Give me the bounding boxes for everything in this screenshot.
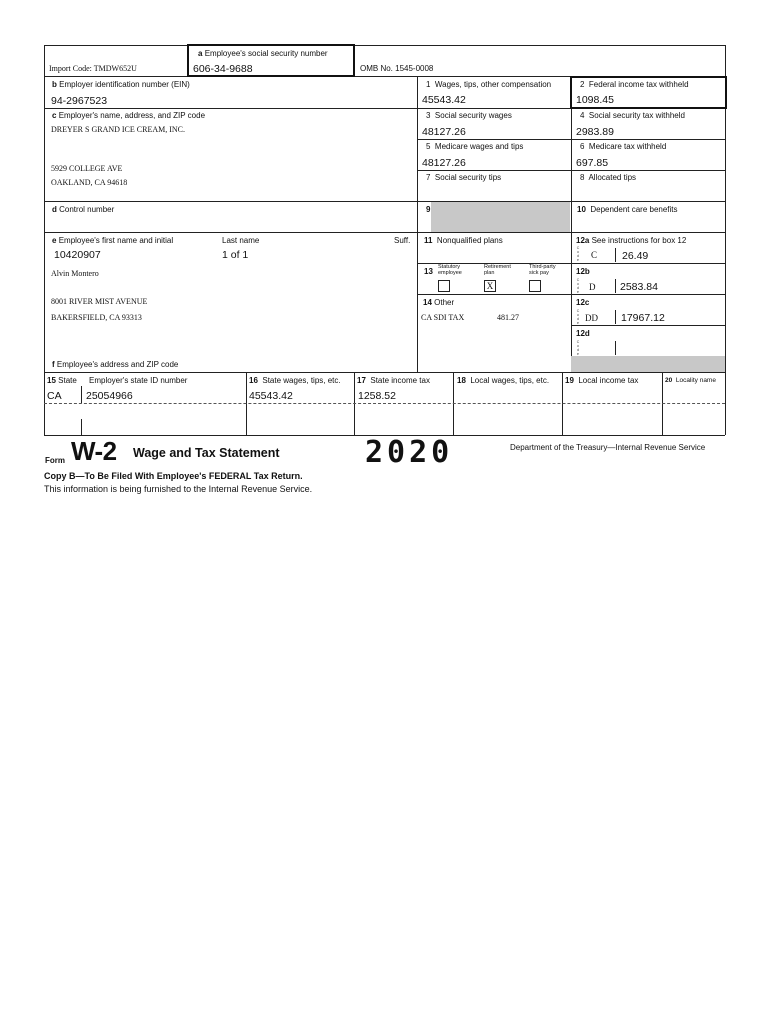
box18-label: 18 Local wages, tips, etc. xyxy=(457,376,550,385)
box12d-divider xyxy=(615,341,616,355)
form-name: W-2 xyxy=(71,436,117,466)
code-letters-12a: C o d e xyxy=(576,246,580,262)
code-letters-12d: C o d e xyxy=(576,340,580,356)
col-line xyxy=(571,76,572,372)
box6-label: 6 Medicare tax withheld xyxy=(580,142,667,151)
box5-label: 5 Medicare wages and tips xyxy=(426,142,524,151)
box8-label: 8 Allocated tips xyxy=(580,173,637,182)
code-letters-12b: C o d e xyxy=(576,278,580,294)
box3-value: 48127.26 xyxy=(422,126,466,138)
box10-label: 10 Dependent care benefits xyxy=(577,205,678,214)
ssn-label: a Employee's social security number xyxy=(198,49,328,58)
statutory-checkbox[interactable] xyxy=(438,280,450,292)
page-count: 1 of 1 xyxy=(222,249,249,261)
box12b-amount: 2583.84 xyxy=(620,281,658,293)
irs-info-notice: This information is being furnished to the Internal Revenue Service. xyxy=(44,484,313,494)
col-line xyxy=(81,386,82,403)
form-border-top xyxy=(44,45,725,46)
employee-street: 8001 RIVER MIST AVENUE xyxy=(51,297,148,306)
box7-label: 7 Social security tips xyxy=(426,173,502,182)
box4-value: 2983.89 xyxy=(576,126,614,138)
box14-desc: CA SDI TAX xyxy=(421,313,465,322)
thirdparty-checkbox[interactable] xyxy=(529,280,541,292)
col-line xyxy=(417,76,418,372)
box2-label: 2 Federal income tax withheld xyxy=(580,80,689,89)
state-tax: 1258.52 xyxy=(358,390,396,402)
row-line xyxy=(44,372,725,373)
row-line xyxy=(44,108,417,109)
box12a-code: C xyxy=(591,250,598,260)
box2-value: 1098.45 xyxy=(576,94,614,106)
box12a-label: 12a See instructions for box 12 xyxy=(576,236,687,245)
employer-name-label: c Employer's name, address, and ZIP code xyxy=(52,111,206,120)
box4-label: 4 Social security tax withheld xyxy=(580,111,685,120)
box17-label: 17 State income tax xyxy=(357,376,430,385)
box12b-label: 12b xyxy=(576,267,590,276)
state-row-divider xyxy=(44,403,725,404)
box12a-divider xyxy=(615,248,616,262)
box12c-divider xyxy=(615,310,616,324)
box1-value: 45543.42 xyxy=(422,94,466,106)
state-id: 25054966 xyxy=(86,390,133,402)
employer-name: DREYER S GRAND ICE CREAM, INC. xyxy=(51,125,186,134)
last-name-label: Last name xyxy=(222,236,260,245)
box3-label: 3 Social security wages xyxy=(426,111,512,120)
thirdparty-label: Third-party sick pay xyxy=(529,264,556,276)
col-line xyxy=(81,419,82,435)
code-letters-12c: C o d e xyxy=(576,309,580,325)
box15-id-label: Employer's state ID number xyxy=(89,376,188,385)
box11-label: 11 Nonqualified plans xyxy=(424,236,503,245)
suffix-label: Suff. xyxy=(394,236,411,245)
box15-label: 15 State xyxy=(47,376,77,385)
box12-shade xyxy=(571,356,725,372)
ein-label: b Employer identification number (EIN) xyxy=(52,80,190,89)
box5-value: 48127.26 xyxy=(422,157,466,169)
box20-label: 20 Locality name xyxy=(665,377,716,384)
box12c-amount: 17967.12 xyxy=(621,312,665,324)
employee-name: Alvin Montero xyxy=(51,269,99,278)
box12a-amount: 26.49 xyxy=(622,250,649,262)
box16-label: 16 State wages, tips, etc. xyxy=(249,376,341,385)
box9-label: 9 xyxy=(426,205,431,214)
omb-number: OMB No. 1545-0008 xyxy=(360,64,434,73)
box14-amount: 481.27 xyxy=(497,313,519,322)
box1-label: 1 Wages, tips, other compensation xyxy=(426,80,552,89)
row-line xyxy=(571,325,725,326)
control-number-label: d Control number xyxy=(52,205,115,214)
employee-address-label: f Employee's address and ZIP code xyxy=(52,360,179,369)
ssn-value: 606-34-9688 xyxy=(193,63,253,75)
form-border-left xyxy=(44,45,45,435)
box12d-label: 12d xyxy=(576,329,590,338)
box6-value: 697.85 xyxy=(576,157,609,169)
box9-shade xyxy=(431,202,570,232)
tax-year: 2020 xyxy=(365,435,454,470)
employee-name-label: e Employee's first name and initial xyxy=(52,236,174,245)
box12c-code: DD xyxy=(585,313,598,323)
box12b-divider xyxy=(615,279,616,293)
row-line xyxy=(44,201,725,202)
copy-b-notice: Copy B—To Be Filed With Employee's FEDERAL Tax Return. xyxy=(44,471,303,481)
irs-department: Department of the Treasury—Internal Revenue Service xyxy=(510,443,706,452)
box12b-code: D xyxy=(589,282,596,292)
state-code: CA xyxy=(47,390,62,402)
retirement-checkbox[interactable]: X xyxy=(484,280,496,292)
state-wages: 45543.42 xyxy=(249,390,293,402)
box19-label: 19 Local income tax xyxy=(565,376,639,385)
employee-id: 10420907 xyxy=(54,249,101,261)
ein-value: 94-2967523 xyxy=(51,95,108,107)
retirement-label: Retirement plan xyxy=(484,264,511,276)
form-word: Form xyxy=(45,456,65,465)
employer-street: 5929 COLLEGE AVE xyxy=(51,164,123,173)
import-code: Import Code: TMDW652U xyxy=(49,64,137,73)
box12c-label: 12c xyxy=(576,298,590,307)
form-title: Wage and Tax Statement xyxy=(133,446,280,460)
employee-city: BAKERSFIELD, CA 93313 xyxy=(51,313,142,322)
box13-label: 13 xyxy=(424,267,433,276)
employer-city: OAKLAND, CA 94618 xyxy=(51,178,128,187)
box14-label: 14 Other xyxy=(423,298,455,307)
statutory-label: Statutory employee xyxy=(438,264,462,276)
row-line xyxy=(44,232,725,233)
